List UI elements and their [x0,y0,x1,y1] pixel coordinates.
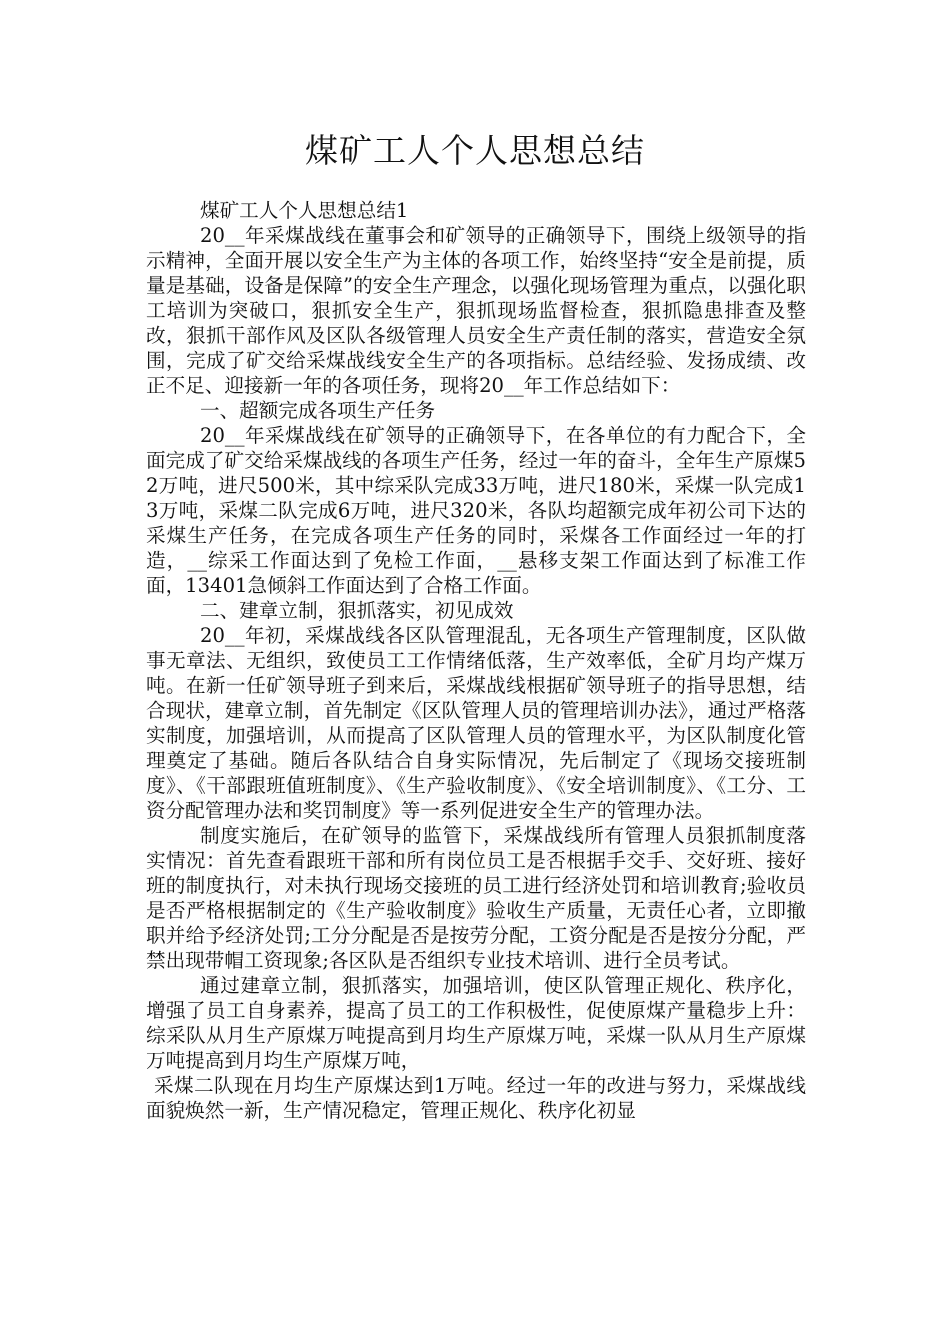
paragraph-team-two: 采煤二队现在月均生产原煤达到1万吨。经过一年的改进与努力，采煤战线面貌焕然一新，生产情况稳定，管理正规化、秩序化初显 [146,1074,806,1122]
document-body [146,198,806,1123]
paragraph-implementation: 制度实施后，在矿领导的监管下，采煤战线所有管理人员狠抓制度落实情况：首先查看跟班干部和所有岗位员工是否根据手交手、交好班、接好班的制度执行，对未执行现场交接班的员工进行经济处罚和培训教育;验收员是否严格根据制定的《生产验收制度》验收生产质量，无责任心者，立即撤职并给予经济处罚;工分分配是否是按劳分配，工资分配是否是按分分配，严禁出现带帽工资现象;各区队是否组织专业技术培训、进行全员考试。 [146,824,806,972]
section-heading-rules: 二、建章立制，狠抓落实，初见成效 [200,599,514,622]
paragraph-results: 通过建章立制，狠抓落实，加强培训，使区队管理正规化、秩序化，增强了员工自身素养，提高了员工的工作积极性，促使原煤产量稳步上升：综采队从月生产原煤万吨提高到月均生产原煤万吨，采煤一队从月生产原煤万吨提高到月均生产原煤万吨， [146,974,806,1072]
paragraph-intro: 20__年采煤战线在董事会和矿领导的正确领导下，围绕上级领导的指示精神，全面开展以安全生产为主体的各项工作，始终坚持“安全是前提，质量是基础，设备是保障”的安全生产理念，以强化现场管理为重点，以强化职工培训为突破口，狠抓安全生产，狠抓现场监督检查，狠抓隐患排查及整改，狠抓干部作风及区队各级管理人员安全生产责任制的落实，营造安全氛围，完成了矿交给采煤战线安全生产的各项指标。总结经验、发扬成绩、改正不足、迎接新一年的各项任务，现将20__年工作总结如下： [146,224,806,397]
section-heading-production: 一、超额完成各项生产任务 [200,399,436,422]
paragraph-production: 20__年采煤战线在矿领导的正确领导下，在各单位的有力配合下，全面完成了矿交给采煤战线的各项生产任务，经过一年的奋斗，全年生产原煤52万吨，进尺500米，其中综采队完成33万吨，进尺180米，采煤一队完成13万吨，采煤二队完成6万吨，进尺320米，各队均超额完成年初公司下达的采煤生产任务，在完成各项生产任务的同时，采煤各工作面经过一年的打造，__综采工作面达到了免检工作面，__悬移支架工作面达到了标准工作面，13401急倾斜工作面达到了合格工作面。 [146,424,806,597]
section-heading-1: 煤矿工人个人思想总结1 [200,199,409,222]
paragraph-rules: 20__年初，采煤战线各区队管理混乱，无各项生产管理制度，区队做事无章法、无组织，致使员工工作情绪低落，生产效率低，全矿月均产煤万吨。在新一任矿领导班子到来后，采煤战线根据矿领导班子的指导思想，结合现状，建章立制，首先制定《区队管理人员的管理培训办法》，通过严格落实制度，加强培训，从而提高了区队管理人员的管理水平，为区队制度化管理奠定了基础。随后各队结合自身实际情况，先后制定了《现场交接班制度》、《干部跟班值班制度》、《生产验收制度》、《安全培训制度》、《工分、工资分配管理办法和奖罚制度》等一系列促进安全生产的管理办法。 [146,624,806,822]
document-title: 煤矿工人个人思想总结 [305,131,645,170]
